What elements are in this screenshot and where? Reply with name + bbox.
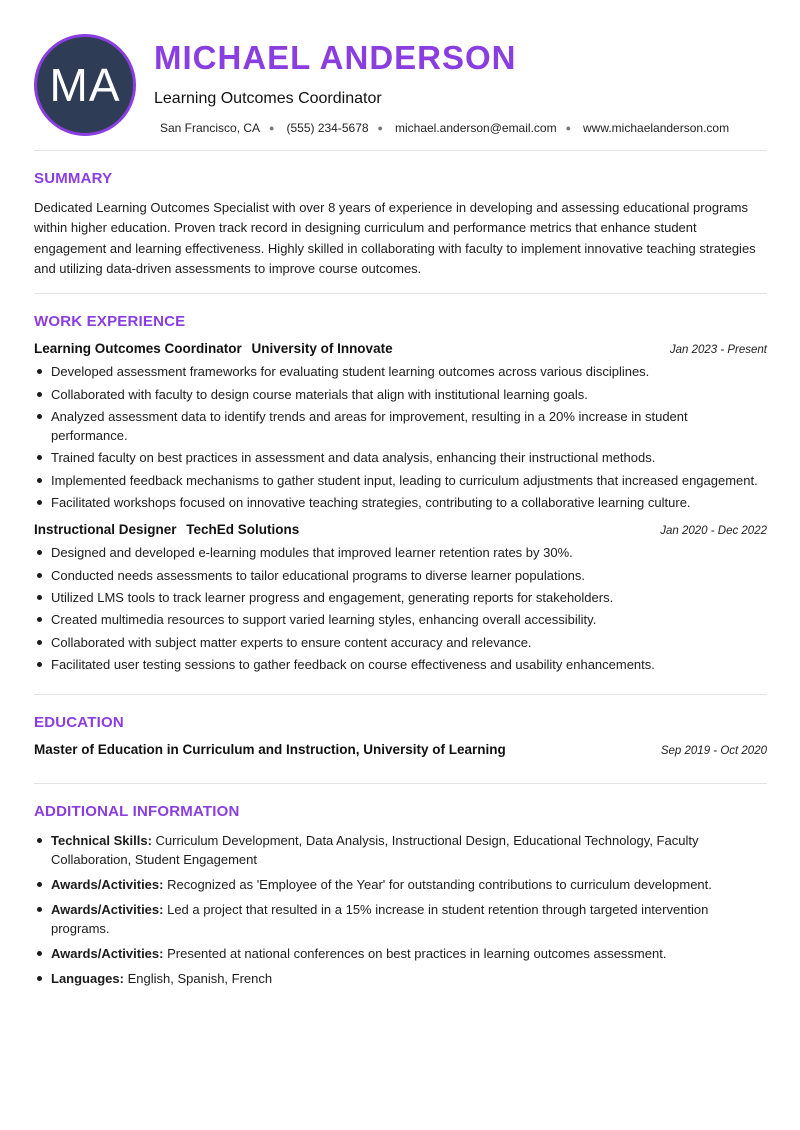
avatar-initials: MA: [34, 34, 136, 136]
candidate-title: Learning Outcomes Coordinator: [154, 90, 382, 107]
list-item: [34, 969, 767, 988]
experience-section: [34, 312, 767, 674]
additional-heading: ADDITIONAL INFORMATION: [34, 803, 240, 821]
section-divider: [34, 150, 767, 151]
contact-website[interactable]: www.michaelanderson.com: [583, 121, 730, 135]
bullet-separator-icon: ●: [565, 123, 572, 133]
list-item: Created multimedia resources to support varied learning styles, enhancing overall accessibility.: [34, 610, 767, 629]
job-title: [34, 522, 299, 537]
contact-line: [160, 120, 729, 136]
item-label: Languages:: [51, 971, 124, 987]
item-text: Led a project that resulted in a 15% increase in student retention through targeted intervention programs.: [51, 902, 709, 937]
section-divider: [34, 293, 767, 294]
job-entry: [34, 522, 767, 674]
job-entry: [34, 341, 767, 512]
list-item: [34, 900, 767, 938]
additional-list: [34, 831, 767, 988]
additional-section: [34, 802, 767, 988]
experience-heading: WORK EXPERIENCE: [34, 313, 186, 331]
job-dates: Jan 2020 - Dec 2022: [660, 525, 767, 538]
summary-section: [34, 169, 767, 279]
item-text: Recognized as 'Employee of the Year' for outstanding contributions to curriculum development.: [167, 877, 712, 893]
list-item: Trained faculty on best practices in assessment and data analysis, enhancing their instructional methods.: [34, 448, 767, 467]
education-dates: Sep 2019 - Oct 2020: [660, 745, 767, 758]
bullet-separator-icon: ●: [377, 123, 383, 133]
job-bullets: [34, 543, 767, 674]
list-item: Developed assessment frameworks for evaluating student learning outcomes across various disciplines.: [34, 362, 767, 381]
list-item: Implemented feedback mechanisms to gather student input, leading to curriculum adjustments that increased engagement.: [34, 471, 767, 490]
list-item: [34, 831, 767, 869]
job-dates: Jan 2023 - Present: [669, 344, 767, 357]
item-label: Awards/Activities:: [51, 946, 164, 962]
bullet-separator-icon: ●: [269, 123, 275, 133]
contact-phone: (555) 234-5678: [286, 121, 369, 135]
education-section: [34, 713, 767, 757]
job-company: TechEd Solutions: [186, 522, 300, 538]
list-item: [34, 944, 767, 963]
section-divider: [34, 694, 767, 695]
summary-heading: SUMMARY: [34, 170, 113, 187]
item-label: Technical Skills:: [51, 833, 152, 849]
candidate-name: MICHAEL ANDERSON: [154, 39, 517, 76]
contact-location: San Francisco, CA: [160, 121, 261, 135]
section-divider: [34, 783, 767, 784]
list-item: Conducted needs assessments to tailor educational programs to diverse learner populations.: [34, 566, 767, 585]
job-role: Instructional Designer: [34, 522, 177, 538]
list-item: Collaborated with subject matter experts to ensure content accuracy and relevance.: [34, 633, 767, 652]
education-degree: Master of Education in Curriculum and Instruction, University of Learning: [34, 742, 506, 758]
list-item: Collaborated with faculty to design course materials that align with institutional learning goals.: [34, 385, 767, 404]
job-company: University of Innovate: [251, 341, 393, 357]
list-item: Utilized LMS tools to track learner progress and engagement, generating reports for stakeholders.: [34, 588, 767, 607]
job-role: Learning Outcomes Coordinator: [34, 341, 242, 357]
summary-text: Dedicated Learning Outcomes Specialist with over 8 years of experience in developing and assessing educational programs within higher education. Proven track record in designing curriculum and performance metrics that enhance student engagement and learning effectiveness. Highly skilled in collaborating with faculty to implement innovative teaching strategies and utilizing data-driven assessments to improve course outcomes.: [34, 200, 756, 276]
item-label: Awards/Activities:: [51, 902, 164, 918]
education-entry: [34, 742, 767, 757]
list-item: Facilitated user testing sessions to gather feedback on course effectiveness and usability enhancements.: [34, 655, 767, 674]
contact-email[interactable]: michael.anderson@email.com: [394, 121, 557, 135]
resume-header: [34, 34, 767, 150]
job-bullets: [34, 362, 767, 512]
education-heading: EDUCATION: [34, 714, 124, 732]
list-item: Analyzed assessment data to identify trends and areas for improvement, resulting in a 20% increase in student performance.: [34, 407, 767, 445]
item-text: Curriculum Development, Data Analysis, Instructional Design, Educational Technology, Faculty Collaboration, Student Engagement: [51, 833, 699, 868]
job-header: [34, 522, 767, 537]
job-header: [34, 341, 767, 356]
job-title: [34, 341, 393, 356]
item-text: English, Spanish, French: [127, 971, 273, 987]
list-item: Facilitated workshops focused on innovative teaching strategies, contributing to a collaborative learning culture.: [34, 493, 767, 512]
list-item: [34, 875, 767, 894]
item-label: Awards/Activities:: [51, 877, 164, 893]
list-item: Designed and developed e-learning modules that improved learner retention rates by 30%.: [34, 543, 767, 562]
item-text: Presented at national conferences on best practices in learning outcomes assessment.: [167, 946, 667, 962]
